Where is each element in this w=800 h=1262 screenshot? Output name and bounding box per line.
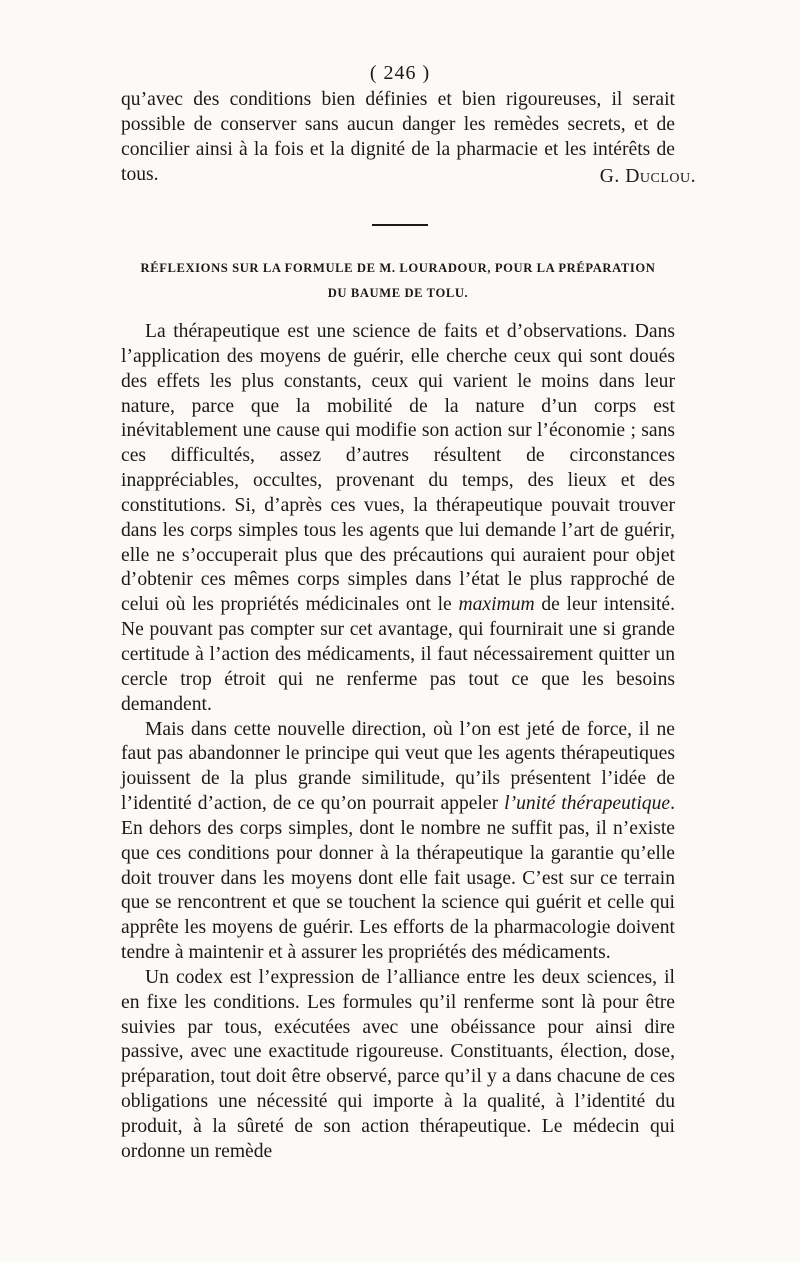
paragraph-2-text-b: . En dehors des corps simples, dont le nombre ne suffit pas, il n’existe que ces conditions pour donner à la thérapeutique la garantie qu’elle doit trouver dans les moyens dont elle fait usage. C’est sur ce terrain que se rencontrent et que se touchent la science qui guérit et celle qui apprête les moyens de guérir. Les efforts de la pharmacologie doivent tendre à maintenir et à assurer les propriétés des médicaments. (121, 793, 676, 964)
section-divider (372, 224, 428, 226)
paragraph-1 (121, 320, 675, 718)
intro-text: qu’avec des conditions bien définies et bien rigoureuses, il serait possible de conserver sans aucun danger les remèdes secrets, et de concilier ainsi à la fois et la dignité de la pharmacie et les intérêts de tous. (121, 89, 675, 185)
article-title-line-2: DU BAUME DE TOLU. (327, 286, 469, 300)
paragraph-1-italic: maximum (458, 594, 535, 616)
article-body (121, 320, 675, 1165)
paragraph-2 (121, 718, 675, 966)
author-signature: G. Duclou. (599, 166, 696, 187)
paragraph-3: Un codex est l’expression de l’alliance entre les deux sciences, il en fixe les conditions. Les formules qu’il renferme sont là pour être suivies par tous, exécutées avec une obéissance pour ainsi dire passive, avec une exactitude rigoureuse. Constituants, élection, dose, préparation, tout doit être observé, parce qu’il y a dans chacune de ces obligations une nécessité qui importe à la qualité, à l’identité du produit, à la sûreté de son action thérapeutique. Le médecin qui ordonne un remède (121, 966, 675, 1162)
paragraph-1-text-a: La thérapeutique est une science de faits et d’observations. Dans l’application des moyens de guérir, elle cherche ceux qui sont doués des effets les plus constants, ceux qui varient le moins dans leur nature, parce que la mobilité de la nature d’un corps est inévitablement une cause qui modifie son action sur l’économie ; sans ces difficultés, assez d’autres résultent de circonstances inappréciables, occultes, provenant du temps, des lieux et des constitutions. Si, d’après ces vues, la thérapeutique pouvait trouver dans les corps simples tous les agents que lui demande l’art de guérir, elle ne s’occuperait plus que des précautions qui auraient pour objet d’obtenir ces mêmes corps simples dans l’état le plus rapproché de celui où les propriétés médicinales ont le (121, 321, 675, 616)
paragraph-2-italic: l’unité thérapeutique (504, 793, 671, 815)
page-number: ( 246 ) (369, 62, 431, 84)
paragraph-2-text-a: Mais dans cette nouvelle direction, où l’on est jeté de force, il ne faut pas abandonner le principe qui veut que les agents thérapeutiques jouissent de la plus grande similitude, qu’ils présentent l’idée de l’identité d’action, de ce qu’on pourrait appeler (121, 718, 675, 815)
paragraph-1-text-b: de leur intensité. Ne pouvant pas compter sur cet avantage, qui fournirait une si grande certitude à l’action des médicaments, il faut nécessairement quitter un cercle trop étroit qui ne renferme pas tout ce que les besoins demandent. (121, 594, 676, 715)
article-title-line-1: RÉFLEXIONS SUR LA FORMULE DE M. LOURADOUR, POUR LA PRÉPARATION (140, 261, 656, 275)
